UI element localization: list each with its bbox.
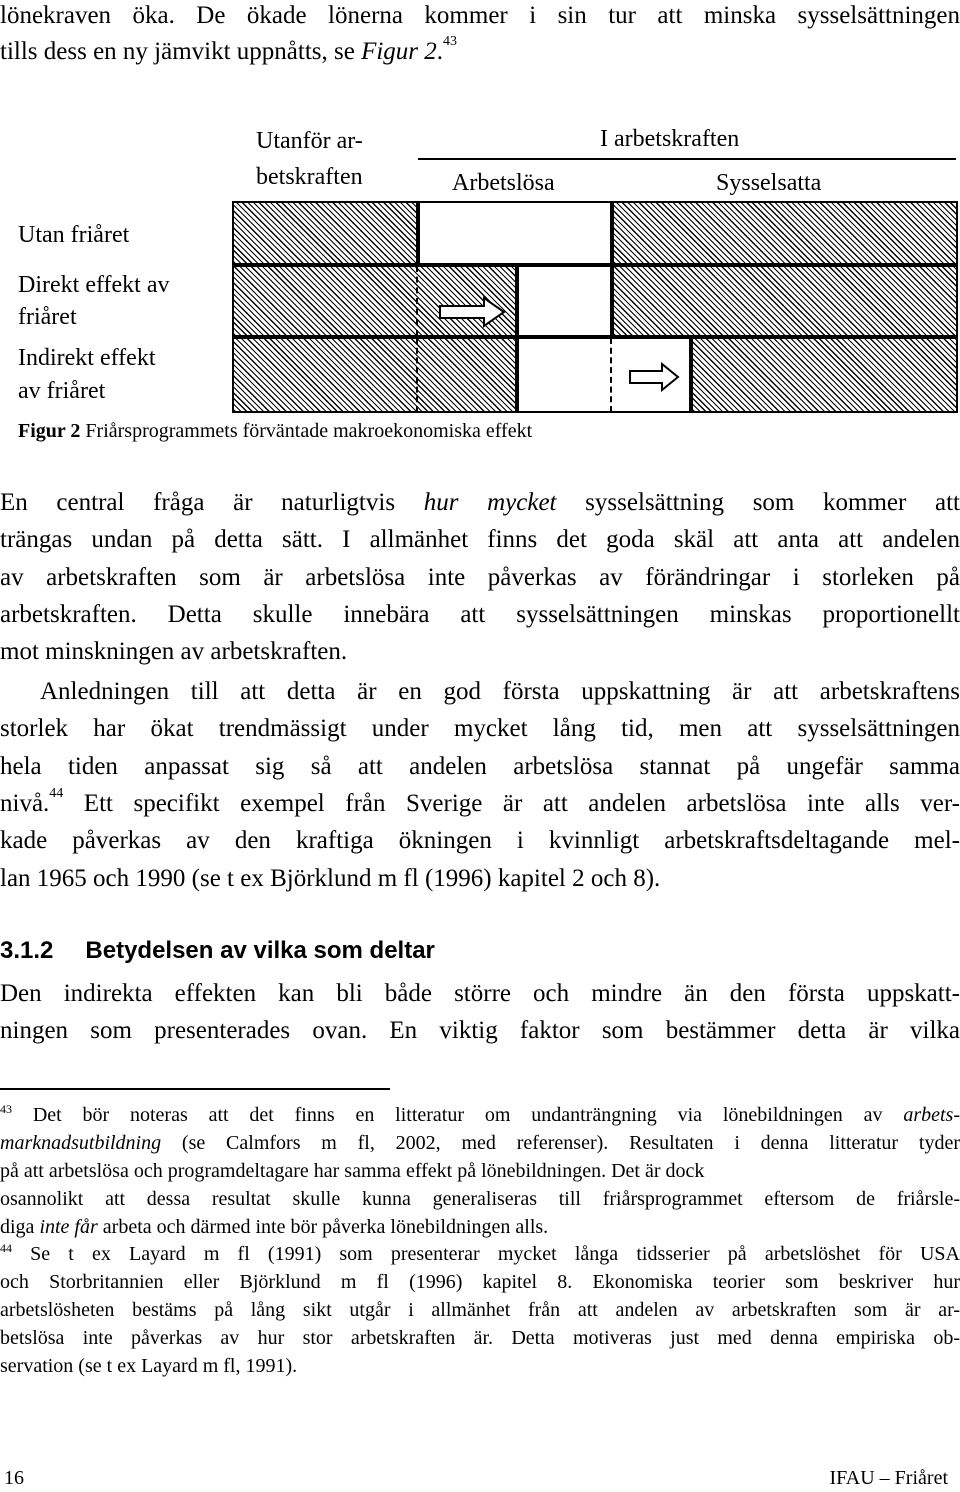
page-number: 16 <box>4 1467 24 1489</box>
body-line: storlek har ökat trendmässigt under mycket lång tid, men att sysselsättningen <box>0 715 960 742</box>
running-footer: IFAU – Friåret <box>829 1467 948 1489</box>
bar-employed-row2 <box>612 265 958 337</box>
footnote-ref-43: 43 <box>443 34 458 49</box>
body-line: ningen som presenterades ovan. En viktig faktor som bestämmer detta är vilka <box>0 1017 960 1044</box>
body-line: av arbetskraften som är arbetslösa inte påverkas av förändringar i storleken på <box>0 564 960 591</box>
footnote-44: $^{44}$ Se t ex Layard m fl (1991) som presenterar mycket långa tidsserier på arbetslöshet för USA <box>0 1241 960 1265</box>
header-unemployed: Arbetslösa <box>452 170 555 196</box>
footnote-line: servation (se t ex Layard m fl, 1991). <box>0 1355 298 1377</box>
footnote-line: marknadsutbildning (se Calmfors m fl, 2002, med referenser). Resultaten i denna litteratur tyder <box>0 1132 960 1154</box>
body-line: Anledningen till att detta är en god första uppskattning är att arbetskraftens <box>40 678 960 705</box>
body-line: trängas undan på detta sätt. I allmänhet finns det goda skäl att anta att andelen <box>0 526 960 553</box>
body-line: Den indirekta effekten kan bli både större och mindre än den första uppskatt- <box>0 980 960 1007</box>
footnote-line: diga inte får arbeta och därmed inte bör påverka lönebildningen alls. <box>0 1216 549 1238</box>
body-line: kade påverkas av den kraftiga ökningen i kvinnligt arbetskraftsdeltagande mel- <box>0 827 960 854</box>
footnote-rule <box>0 1088 390 1090</box>
header-employed: Sysselsatta <box>716 170 822 196</box>
row-label-indirect-1: Indirekt effekt <box>18 345 156 371</box>
header-in-labor-force: I arbetskraften <box>600 126 740 152</box>
body-line: nivå.$^{44}$ Ett specifikt exempel från Sverige är att andelen arbetslösa inte alls ver- <box>0 786 960 817</box>
body-line: arbetskraften. Detta skulle innebära att sysselsättningen minskas proportionellt <box>0 601 960 628</box>
row-label-direct-1: Direkt effekt av <box>18 272 170 298</box>
bar-unemployed-row2 <box>517 265 612 337</box>
body-line: En central fråga är naturligtvis hur mycket sysselsättning som kommer att <box>0 489 960 516</box>
footnote-line: osannolikt att dessa resultat skulle kunna generaliseras till friårsprogrammet eftersom de friårsle- <box>0 1188 960 1210</box>
row-label-indirect-2: av friåret <box>18 378 106 404</box>
body-line: lönekraven öka. De ökade lönerna kommer i sin tur att minska sysselsättningen <box>0 2 960 29</box>
footnote-ref-44: 44 <box>49 786 64 801</box>
body-line: tills dess en ny jämvikt uppnåtts, se Figur 2.43 <box>0 34 458 65</box>
row-label-direct-2: friåret <box>18 304 77 330</box>
body-line: mot minskningen av arbetskraften. <box>0 638 348 665</box>
section-title: Betydelsen av vilka som deltar <box>85 937 435 964</box>
figure-reference: Figur 2 <box>361 38 437 65</box>
dashed-marker-row2 <box>416 266 418 336</box>
bar-outside-row3 <box>232 337 517 413</box>
dashed-marker-row3b <box>610 338 612 412</box>
bar-employed-row1 <box>612 201 958 265</box>
footnote-43: $^{43}$ Det bör noteras att det finns en litteratur om undanträngning via lönebildningen av arbets- <box>0 1102 960 1126</box>
footnote-line: arbetslösheten bestäms på lång sikt utgår i allmänhet från att andelen av arbetskraften som är ar- <box>0 1299 960 1321</box>
header-outside-line1: Utanför ar- <box>256 128 363 154</box>
body-line: hela tiden anpassat sig så att andelen arbetslösa stannat på ungefär samma <box>0 753 960 780</box>
footnote-line: och Storbritannien eller Björklund m fl (1996) kapitel 8. Ekonomiska teorier som beskriver hur <box>0 1271 960 1293</box>
section-heading <box>0 937 435 965</box>
right-arrow-icon <box>628 362 680 392</box>
bar-employed-row3 <box>691 337 958 413</box>
header-outside-line2: betskraften <box>256 164 363 190</box>
header-underline <box>418 158 956 160</box>
dashed-marker-row3a <box>416 338 418 412</box>
bar-outside-row1 <box>232 201 418 265</box>
section-number: 3.1.2 <box>0 937 54 964</box>
bar-unemployed-row1 <box>418 201 612 265</box>
footnote-line: betslösa inte påverkas av hur stor arbetskraften är. Detta motiveras just med denna empiriska ob- <box>0 1327 960 1349</box>
right-arrow-icon <box>438 296 506 328</box>
row-label-without: Utan friåret <box>18 222 130 248</box>
figure-caption: Figur 2 Friårsprogrammets förväntade makroekonomiska effekt <box>18 420 533 442</box>
body-line: lan 1965 och 1990 (se t ex Björklund m fl (1996) kapitel 2 och 8). <box>0 865 661 892</box>
footnote-line: på att arbetslösa och programdeltagare har samma effekt på lönebildningen. Det är dock <box>0 1160 705 1182</box>
